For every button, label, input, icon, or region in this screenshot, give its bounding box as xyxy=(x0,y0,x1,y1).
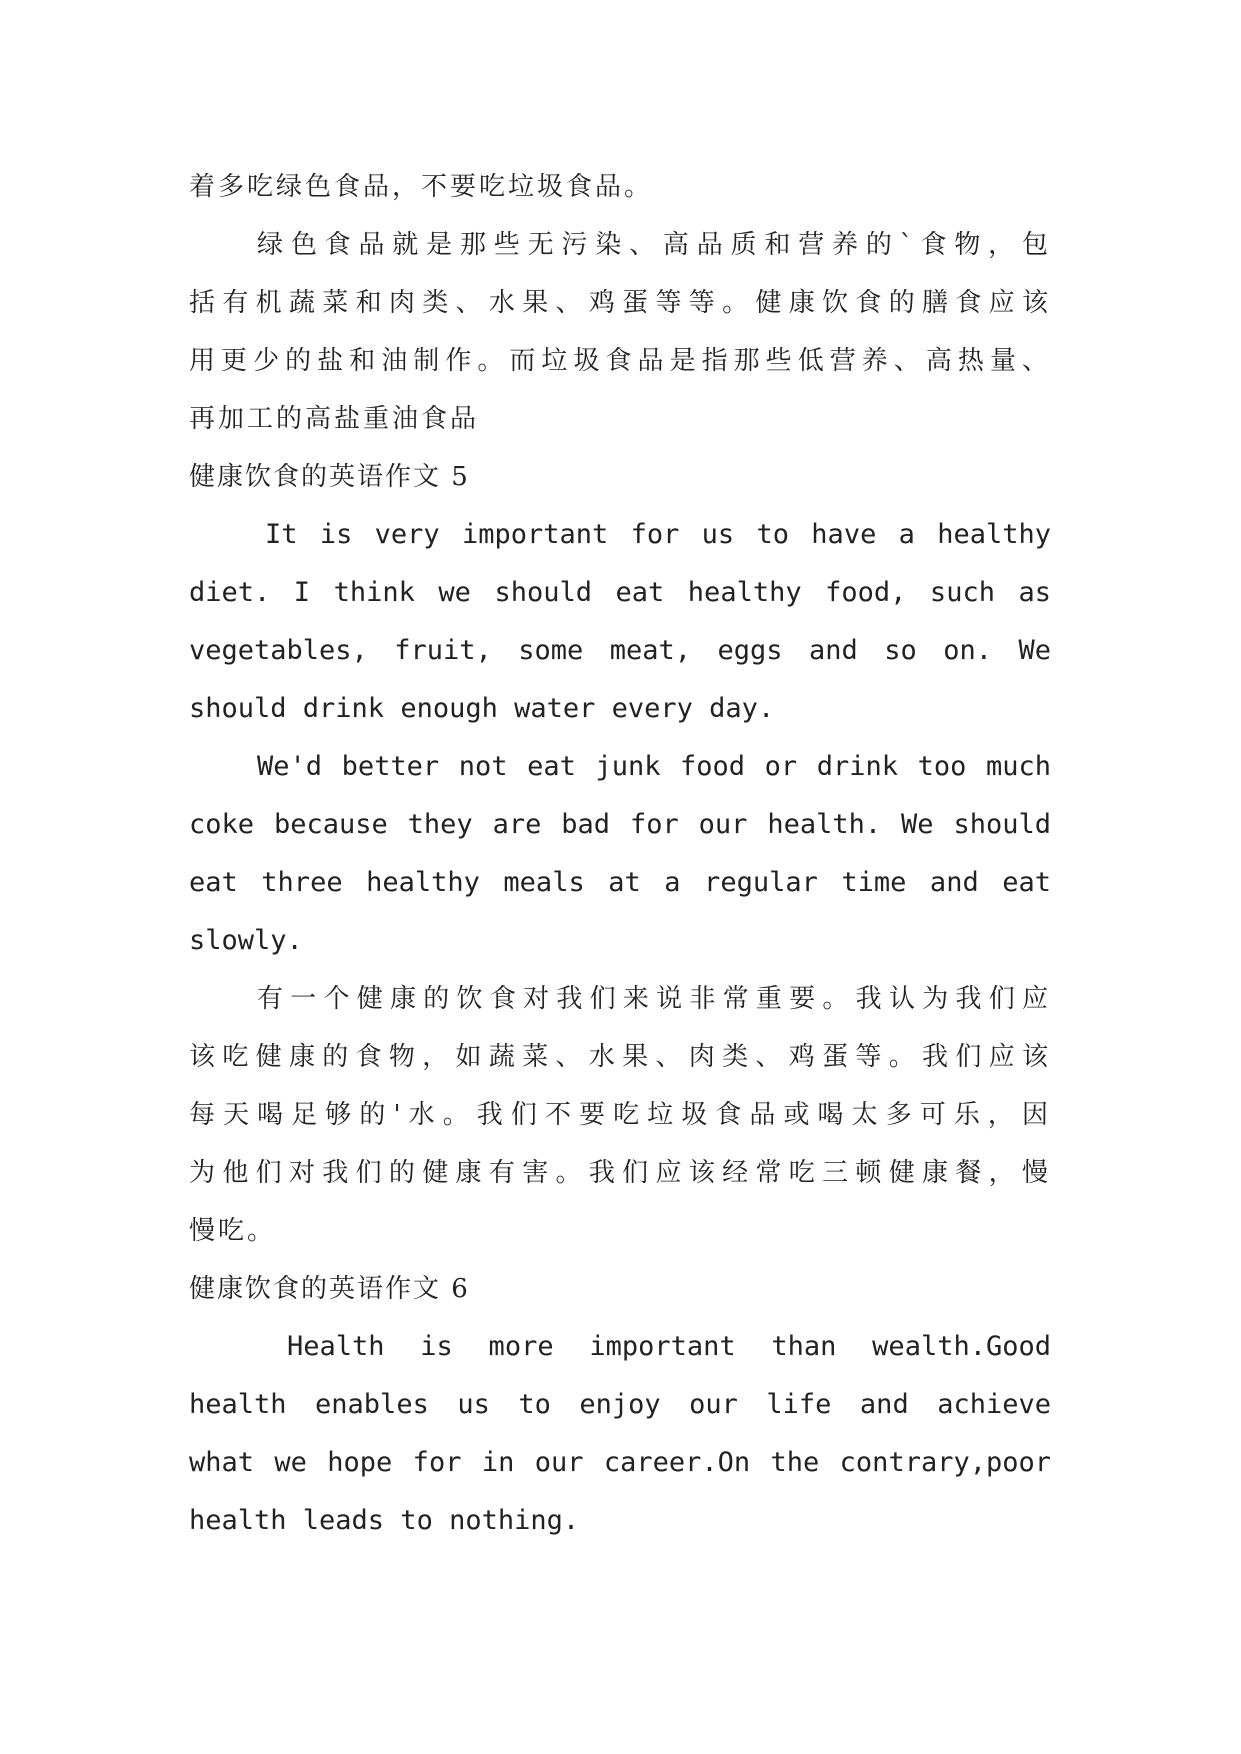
intro-tail-line: 着多吃绿色食品，不要吃垃圾食品。 xyxy=(189,172,654,202)
paragraph-line: 慢吃。 xyxy=(189,1216,277,1246)
paragraph-line: 绿色食品就是那些无污染、高品质和营养的`食物，包 xyxy=(257,230,1051,260)
paragraph-line: 每天喝足够的'水。我们不要吃垃圾食品或喝太多可乐，因 xyxy=(189,1100,1051,1130)
section-heading-5: 健康饮食的英语作文 5 xyxy=(189,462,470,492)
document-page xyxy=(189,158,1051,1550)
paragraph-line: 有一个健康的饮食对我们来说非常重要。我认为我们应 xyxy=(257,984,1051,1014)
paragraph-line: 该吃健康的食物，如蔬菜、水果、肉类、鸡蛋等。我们应该 xyxy=(189,1042,1051,1072)
english-paragraph-6 xyxy=(189,1318,1051,1550)
paragraph-line: vegetables, fruit, some meat, eggs and so on. We xyxy=(189,635,1051,666)
section-heading-6: 健康饮食的英语作文 6 xyxy=(189,1274,470,1304)
paragraph-line: 括有机蔬菜和肉类、水果、鸡蛋等等。健康饮食的膳食应该 xyxy=(189,288,1051,318)
paragraph-line: Health is more important than wealth.Good xyxy=(287,1331,1051,1362)
chinese-paragraph-green-food xyxy=(189,216,1051,448)
english-paragraph-5b xyxy=(189,738,1051,970)
paragraph-line: diet. I think we should eat healthy food, such as xyxy=(189,577,1051,608)
paragraph-line: coke because they are bad for our health. We should xyxy=(189,809,1051,840)
paragraph-line: health leads to nothing. xyxy=(189,1505,580,1536)
paragraph-line: what we hope for in our career.On the contrary,poor xyxy=(189,1447,1051,1478)
paragraph-line: slowly. xyxy=(189,925,303,956)
paragraph-line: 用更少的盐和油制作。而垃圾食品是指那些低营养、高热量、 xyxy=(189,346,1051,376)
paragraph-line: 为他们对我们的健康有害。我们应该经常吃三顿健康餐，慢 xyxy=(189,1158,1051,1188)
paragraph-line: We'd better not eat junk food or drink too much xyxy=(257,751,1051,782)
paragraph-line: health enables us to enjoy our life and achieve xyxy=(189,1389,1051,1420)
paragraph-line: should drink enough water every day. xyxy=(189,693,775,724)
chinese-paragraph-5 xyxy=(189,970,1051,1260)
english-paragraph-5a xyxy=(189,506,1051,738)
paragraph-line: eat three healthy meals at a regular time and eat xyxy=(189,867,1051,898)
paragraph-line: 再加工的高盐重油食品 xyxy=(189,404,480,434)
paragraph-line: It is very important for us to have a healthy xyxy=(265,519,1051,550)
